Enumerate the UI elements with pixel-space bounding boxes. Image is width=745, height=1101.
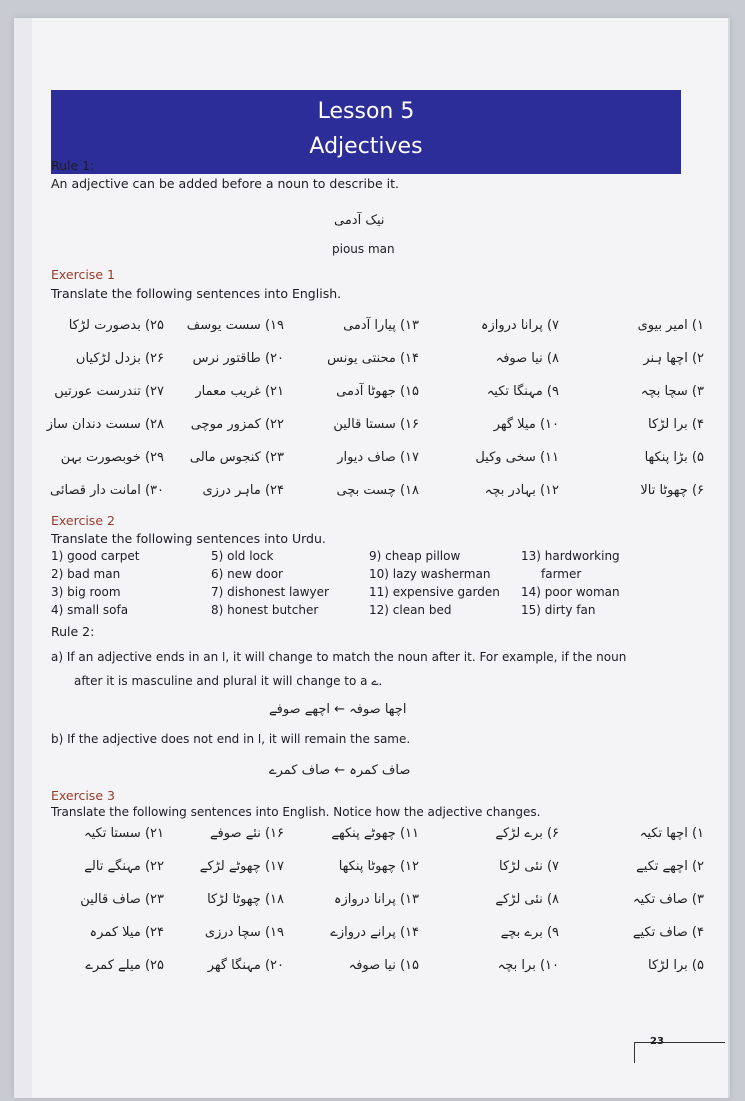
lesson-title: Lesson 5 [317,99,415,124]
exercise2-item: 6) new door [211,567,283,581]
exercise1-instruction: Translate the following sentences into English. [51,286,342,301]
exercise2-item: 7) dishonest lawyer [211,585,329,599]
exercise3-label: Exercise 3 [51,788,115,803]
exercise1-item: ۱۵) جھوٹا آدمی [336,384,419,399]
exercise3-item: ۱۶) نئے صوفے [209,826,284,841]
exercise3-instruction: Translate the following sentences into English. Notice how the adjective changes. [51,805,541,819]
rule2-label: Rule 2: [51,624,95,639]
exercise1-item: ۲۲) کمزور موچی [190,417,284,432]
exercise1-item: ۱۸) چست بچی [336,483,419,498]
exercise1-item: ۱۶) سستا قالین [333,417,419,432]
exercise1-item: ۲۱) غریب معمار [195,384,284,399]
exercise2-item: 12) clean bed [369,603,452,617]
lesson-banner [51,90,681,174]
exercise3-item: ۱۹) سچا درزی [204,925,284,940]
exercise3-item: ۹) برے بچے [500,925,559,940]
exercise3-item: ۱۲) چھوٹا پنکھا [338,859,419,874]
exercise2-item: 14) poor woman [521,585,620,599]
exercise1-item: ۸) نیا صوفہ [495,351,559,366]
exercise2-item: 4) small sofa [51,603,129,617]
exercise3-item: ۷) نئی لڑکا [499,859,559,874]
exercise2-item: 3) big room [51,585,121,599]
exercise3-item: ۲۵) میلے کمرے [85,958,164,973]
exercise1-item: ۱۷) صاف دیوار [337,450,419,465]
exercise3-item: ۳) صاف تکیہ [632,892,704,907]
exercise1-item: ۹) مہنگا تکیہ [486,384,559,399]
exercise2-item: 2) bad man [51,567,121,581]
exercise3-item: ۸) نئی لڑکے [495,892,559,907]
exercise3-item: ۵) برا لڑکا [647,958,704,973]
exercise1-item: ۲۰) طاقتور نرس [192,351,284,366]
rule2-a-line2: after it is masculine and plural it will change to a ے. [74,674,383,688]
rule1-text: An adjective can be added before a noun to describe it. [51,176,399,191]
exercise1-item: ۲) اچھا ہنر [643,351,704,366]
exercise2-item: 10) lazy washerman [369,567,491,581]
lesson-subtitle: Adjectives [309,134,423,159]
exercise2-item: 8) honest butcher [211,603,319,617]
exercise3-item: ۱۰) برا بچہ [497,958,559,973]
rule1-example-urdu: نیک آدمی [334,213,385,228]
exercise3-item: ۴) صاف تکیے [632,925,704,940]
exercise3-item: ۲۱) سستا تکیہ [83,826,164,841]
exercise2-item: 9) cheap pillow [369,549,461,563]
exercise2-item: 15) dirty fan [521,603,596,617]
exercise3-item: ۲۲) مہنگے تالے [84,859,164,874]
rule2-a-example: اچھا صوفہ ← اچھے صوفے [269,702,407,717]
exercise1-item: ۲۷) تندرست عورتیں [54,384,164,399]
exercise2-item: 5) old lock [211,549,274,563]
exercise3-item: ۱۸) چھوٹا لڑکا [207,892,284,907]
exercise1-item: ۱۲) بہادر بچہ [484,483,559,498]
exercise1-item: ۲۵) بدصورت لڑکا [68,318,164,333]
exercise1-item: ۴) برا لڑکا [647,417,704,432]
exercise3-item: ۲۳) صاف قالین [80,892,164,907]
exercise2-item: 1) good carpet [51,549,140,563]
rule2-b-line: b) If the adjective does not end in ا, it will remain the same. [51,732,411,746]
exercise3-item: ۱) اچھا تکیہ [639,826,704,841]
exercise1-item: ۳۰) امانت دار قصائی [50,483,164,498]
rule2-a-line1: a) If an adjective ends in an ا, it will change to match the noun after it. For example, if the noun [51,650,627,664]
exercise1-item: ۱۹) سست یوسف [186,318,284,333]
exercise1-item: ۱۴) محنتی یونس [327,351,419,366]
exercise2-item: 11) expensive garden [369,585,500,599]
exercise2-item: 13) hardworking [521,549,620,563]
exercise1-item: ۱) امیر بیوی [637,318,704,333]
exercise1-item: ۶) چھوٹا تالا [640,483,704,498]
exercise1-item: ۱۱) سخی وکیل [475,450,559,465]
rule1-label: Rule 1: [51,158,95,173]
exercise1-item: ۲۶) بزدل لڑکیاں [75,351,164,366]
exercise1-item: ۱۰) میلا گھر [493,417,559,432]
exercise1-item: ۳) سچا بچہ [640,384,704,399]
exercise3-item: ۲۰) مہنگا گھر [207,958,284,973]
rule1-example-english: pious man [332,242,395,256]
page-number-rule [634,1042,725,1063]
exercise1-item: ۲۸) سست دندان ساز [46,417,164,432]
page-number: 23 [650,1036,664,1047]
exercise1-item: ۲۹) خوبصورت بہن [60,450,164,465]
exercise3-item: ۲) اچھے تکیے [636,859,704,874]
exercise1-item: ۲۴) ماہر درزی [202,483,284,498]
exercise3-item: ۱۳) پرانا دروازہ [333,892,419,907]
exercise2-instruction: Translate the following sentences into Urdu. [51,531,326,546]
exercise3-item: ۱۷) چھوٹے لڑکے [199,859,284,874]
exercise2-label: Exercise 2 [51,513,115,528]
exercise1-item: ۷) پرانا دروازہ [480,318,559,333]
book-page [14,18,730,1098]
exercise1-item: ۲۳) کنجوس مالی [189,450,284,465]
rule2-b-example: صاف کمرہ ← صاف کمرے [269,763,411,778]
exercise2-item: farmer [541,567,582,581]
exercise3-item: ۱۴) پرانے دروازے [330,925,419,940]
exercise3-item: ۱۱) چھوٹے پنکھے [331,826,419,841]
exercise1-item: ۵) بڑا پنکھا [644,450,704,465]
page-edge [14,18,32,1098]
exercise1-item: ۱۳) پیارا آدمی [343,318,419,333]
exercise1-label: Exercise 1 [51,267,115,282]
exercise3-item: ۶) برے لڑکے [495,826,559,841]
exercise3-item: ۲۴) میلا کمرہ [89,925,164,940]
exercise3-item: ۱۵) نیا صوفہ [348,958,419,973]
